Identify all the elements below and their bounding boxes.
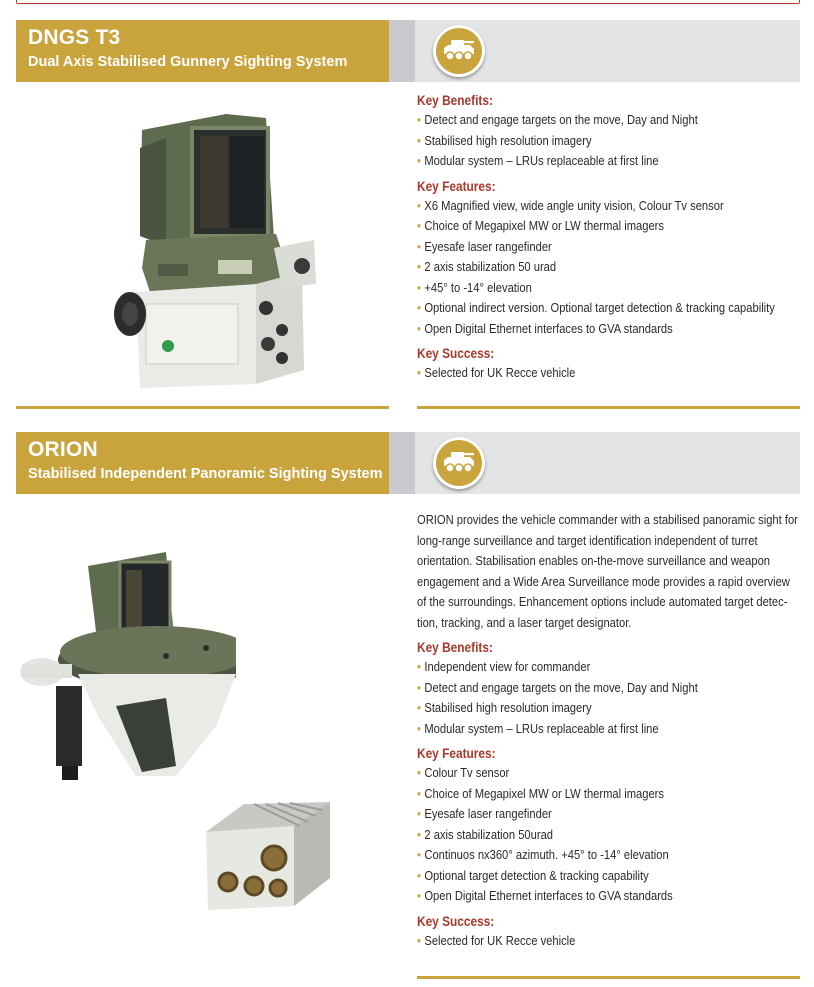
list-item: • Optional indirect version. Optional target detection & tracking capability [417,300,775,315]
header-notch [389,20,415,82]
key-features-list [417,763,801,907]
armoured-vehicle-icon [433,25,485,77]
product-section-dngs-t3 [16,20,800,412]
key-success-heading: Key Success: [417,913,495,929]
list-item: • Open Digital Ethernet interfaces to GVA standards [417,888,673,903]
list-item: • Stabilised high resolution imagery [417,132,592,148]
orion-product-image [16,536,236,796]
list-item: • Eyesafe laser rangefinder [417,238,552,254]
list-item: • Selected for UK Recce vehicle [417,365,576,380]
list-item: • Detect and engage targets on the move, Day and Night [417,679,698,695]
key-success-list [417,931,801,952]
product-section-orion [16,432,800,982]
product-details [417,510,801,957]
product-details [417,92,801,390]
product-title: ORION [28,438,98,461]
list-item: • Modular system – LRUs replaceable at first line [417,153,659,168]
list-item: • Continuos nx360° azimuth. +45° to -14° elevation [417,847,669,862]
product-subtitle: Dual Axis Stabilised Gunnery Sighting System [28,54,348,70]
key-benefits-heading: Key Benefits: [417,93,493,108]
product-description: ORION provides the vehicle commander with a stabilised panoramic sight for long-range surveillance and target identification independent of turret orientation. Stabilisation enables on-the-move surveillance and weapon engagement and a Wide Area Surveillance mode provides a rapid overview of the surroundings. Enhancement options include automated target detec-tion, tracking, and a laser target designator. [417,512,798,630]
key-success-list [417,363,801,384]
list-item: • 2 axis stabilization 50urad [417,826,554,842]
section-divider-right [417,406,800,409]
key-features-heading: Key Features: [417,746,496,761]
list-item: • Modular system – LRUs replaceable at first line [417,720,659,736]
list-item: • Colour Tv sensor [417,765,510,780]
list-item: • Choice of Megapixel MW or LW thermal imagers [417,785,664,801]
list-item: • Choice of Megapixel MW or LW thermal imagers [417,218,664,233]
header-notch [389,432,415,494]
product-subtitle: Stabilised Independent Panoramic Sighting System [28,466,383,482]
key-features-list [417,196,801,340]
section-title-banner [16,20,389,82]
armoured-vehicle-icon [433,437,485,489]
key-benefits-list [417,110,801,172]
list-item: • X6 Magnified view, wide angle unity vision, Colour Tv sensor [417,197,724,213]
key-benefits-list [417,657,801,739]
list-item: • Eyesafe laser rangefinder [417,806,552,821]
key-features-heading: Key Features: [417,178,496,194]
list-item: • Independent view for commander [417,659,591,674]
electronics-unit-image [204,802,334,912]
list-item: • Open Digital Ethernet interfaces to GVA standards [417,320,673,336]
header-grey-bar [389,432,800,494]
list-item: • Selected for UK Recce vehicle [417,932,576,948]
list-item: • Detect and engage targets on the move, Day and Night [417,112,698,127]
section-divider-left [16,406,389,409]
list-item: • Stabilised high resolution imagery [417,700,592,715]
product-title: DNGS T3 [28,26,121,49]
list-item: • 2 axis stabilization 50 urad [417,259,557,274]
section-title-banner [16,432,389,494]
key-benefits-heading: Key Benefits: [417,640,493,655]
key-success-heading: Key Success: [417,346,495,361]
list-item: • Optional target detection & tracking capability [417,867,649,883]
dngs-t3-product-image [106,108,326,398]
section-divider-right [417,976,800,979]
top-border-rule [16,0,800,4]
header-grey-bar [389,20,800,82]
list-item: • +45° to -14° elevation [417,279,532,295]
